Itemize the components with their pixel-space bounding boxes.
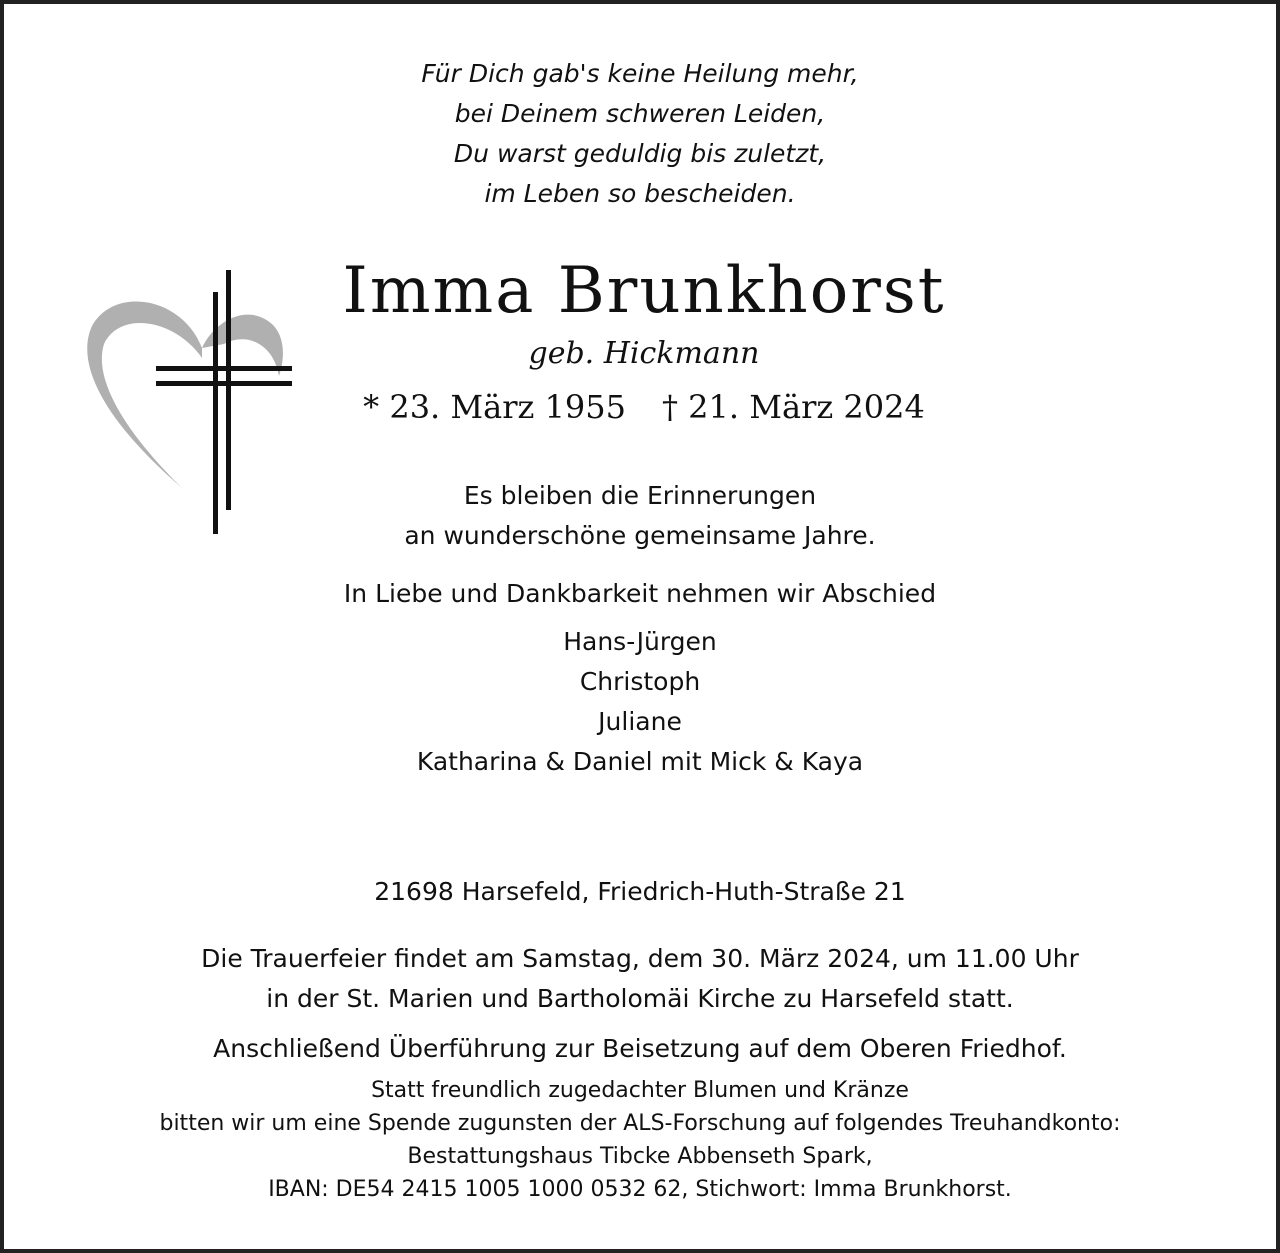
ceremony-text (4, 939, 1276, 1019)
ceremony-line: Die Trauerfeier findet am Samstag, dem 30. März 2024, um 11.00 Uhr (201, 944, 1079, 973)
death-date: † 21. März 2024 (662, 388, 925, 426)
memories-line: an wunderschöne gemeinsame Jahre. (404, 521, 876, 550)
donation-line: IBAN: DE54 2415 1005 1000 0532 62, Stichwort: Imma Brunkhorst. (268, 1177, 1012, 1202)
farewell-text: In Liebe und Dankbarkeit nehmen wir Abschied (343, 579, 937, 608)
life-dates (154, 388, 1134, 426)
family-list (4, 622, 1276, 782)
donation-line: bitten wir um eine Spende zugunsten der ALS-Forschung auf folgendes Treuhandkonto: (159, 1111, 1121, 1136)
donation-line: Statt freundlich zugedachter Blumen und Kränze (371, 1078, 909, 1103)
poem-line: Für Dich gab's keine Heilung mehr, (421, 59, 859, 88)
family-member: Juliane (598, 707, 682, 736)
memories-text (4, 476, 1276, 556)
birth-name: geb. Hickmann (528, 336, 760, 371)
family-member: Christoph (579, 667, 701, 696)
donation-text (4, 1074, 1276, 1206)
donation-line: Bestattungshaus Tibcke Abbenseth Spark, (407, 1144, 873, 1169)
deceased-name: Imma Brunkhorst (342, 254, 946, 328)
poem-line: bei Deinem schweren Leiden, (454, 99, 826, 128)
family-member: Hans-Jürgen (563, 627, 717, 656)
ceremony-line: in der St. Marien und Bartholomäi Kirche zu Harsefeld statt. (266, 984, 1014, 1013)
memories-line: Es bleiben die Erinnerungen (463, 481, 817, 510)
poem-line: im Leben so bescheiden. (484, 179, 796, 208)
family-member: Katharina & Daniel mit Mick & Kaya (416, 747, 864, 776)
burial-text: Anschließend Überführung zur Beisetzung auf dem Oberen Friedhof. (213, 1034, 1067, 1063)
poem-line: Du warst geduldig bis zuletzt, (453, 139, 827, 168)
address: 21698 Harsefeld, Friedrich-Huth-Straße 21 (374, 877, 906, 906)
poem (4, 54, 1276, 214)
birth-date: * 23. März 1955 (363, 388, 626, 426)
